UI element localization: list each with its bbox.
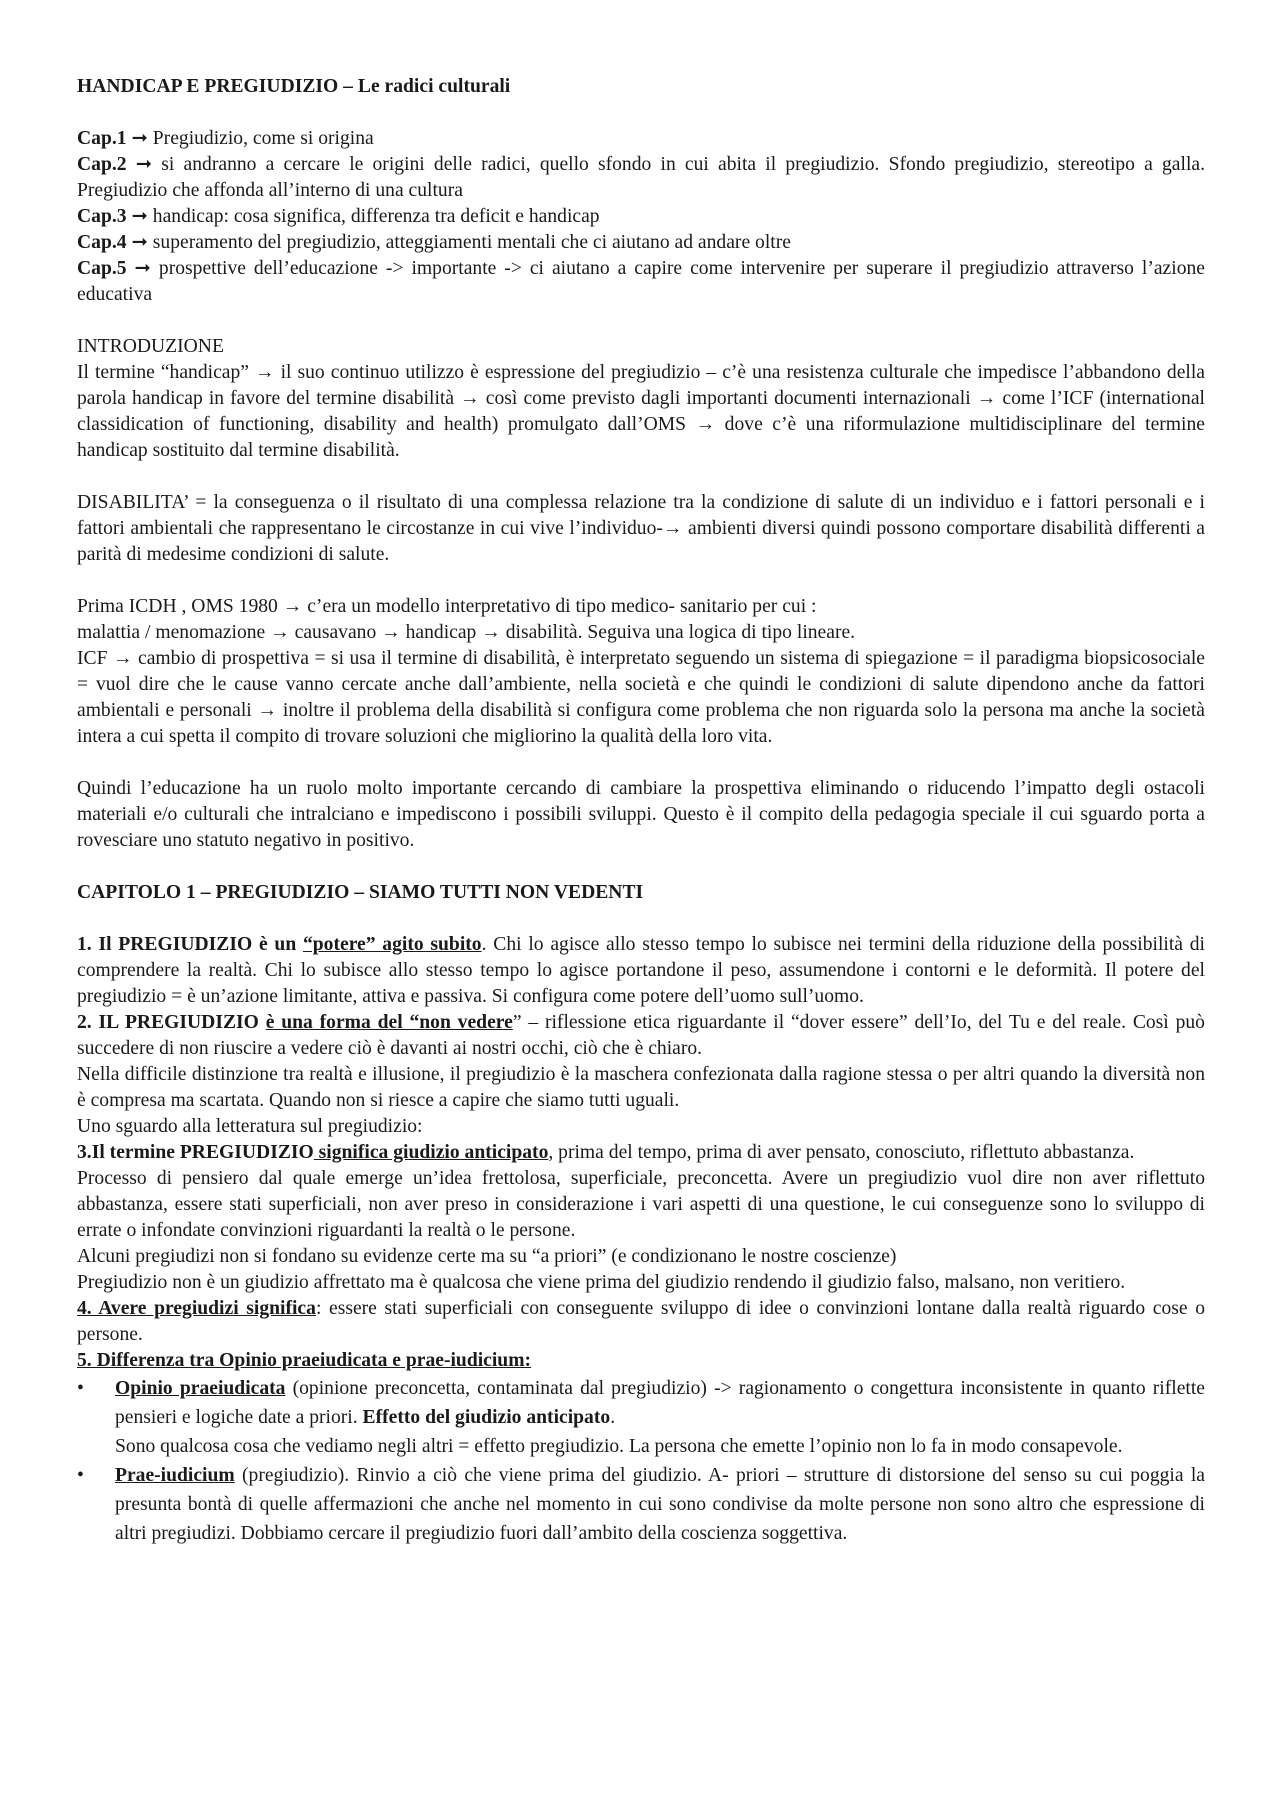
arrow-icon: ➞ [131,128,148,149]
section-3-paragraph-2: Alcuni pregiudizi non si fondano su evidenze certe ma su “a priori” (e condizionano le nostre coscienze) [77,1246,897,1267]
spacer [77,750,1205,776]
spacer [77,100,1205,126]
bullet-icon: • [77,1378,84,1399]
section-3-paragraph-1: Processo di pensiero dal quale emerge un’idea frettolosa, superficiale, preconcetta. Avere un pregiudizio vuol dire non aver riflettuto abbastanza, essere stati superficiali, non aver preso in considerazione i vari aspetti di una questione, le cui conseguenze sono lo sviluppo di errate o infondate convinzioni riguardanti la realtà o le persone. [77,1168,1205,1241]
arrow-icon: ➞ [131,232,148,253]
intro-paragraph-1: Il termine “handicap” → il suo continuo utilizzo è espressione del pregiudizio – c’è una resistenza culturale che impedisce l’abbandono della parola handicap in favore del termine disabilità → così come previsto dagli importanti documenti internazionali → come l’ICF (international classidication of functioning, disability and health) promulgato dall’OMS → dove c’è una riformulazione multidisciplinare del termine handicap sostituito dal termine disabilità. [77,362,1205,461]
bullet-icon: • [77,1465,84,1486]
list-item: • Opinio praeiudicata (opinione preconcetta, contaminata dal pregiudizio) -> ragionamento o congettura inconsistente in quanto riflette pensieri e logiche date a priori. Effetto del giudizio anticipato. Sono qualcosa cosa che vediamo negli altri = effetto pregiudizio. La persona che emette l’opinio non lo fa in modo consapevole. [77,1374,1205,1461]
disability-definition: DISABILITA’ = la conseguenza o il risultato di una complessa relazione tra la condizione di salute di un individuo e i fattori personali e i fattori ambientali che rappresentano le circostanze in cui vive l’individuo-→ ambienti diversi quindi possono comportare disabilità differenti a parità di medesime condizioni di salute. [77,492,1205,565]
document-title: HANDICAP E PREGIUDIZIO – Le radici culturali [77,76,511,97]
spacer [77,464,1205,490]
section-5-heading: 5. Differenza tra Opinio praeiudicata e prae-iudicium: [77,1350,532,1371]
list-item: • Prae-iudicium (pregiudizio). Rinvio a ciò che viene prima del giudizio. A- priori – strutture di distorsione del senso su cui poggia la presunta bontà di quelle affermazioni che anche nel momento in cui sono condivise da molte persone non sono altro che espressione di altri pregiudizi. Dobbiamo cercare il pregiudizio fuori dall’ambito della coscienza soggettiva. [77,1461,1205,1548]
chapter-line-5: Cap.5 ➞ prospettive dell’educazione -> importante -> ci aiutano a capire come intervenire per superare il pregiudizio attraverso l’azione educativa [77,258,1205,305]
arrow-icon: ➞ [135,154,153,175]
section-4: 4. Avere pregiudizi significa: essere stati superficiali con conseguente sviluppo di idee o convinzioni lontane dalla realtà riguardo cose o persone. [77,1298,1205,1345]
icdh-line: Prima ICDH , OMS 1980 → c’era un modello interpretativo di tipo medico- sanitario per cui : [77,596,817,617]
section-1: 1. Il PREGIUDIZIO è un “potere” agito subito. Chi lo agisce allo stesso tempo lo subisce nei termini della riduzione della possibilità di comprendere la realtà. Chi lo subisce allo stesso tempo lo agisce portandone il peso, assumendone i contorni e le deformità. Il potere del pregiudizio = è un’azione limitante, attiva e passiva. Si configura come potere dell’uomo sull’uomo. [77,934,1205,1007]
spacer [77,906,1205,932]
section-2: 2. IL PREGIUDIZIO è una forma del “non vedere” – riflessione etica riguardante il “dover essere” dell’Io, del Tu e del reale. Così può succedere di non riuscire a vedere ciò è davanti ai nostri occhi, ciò che è chiaro. [77,1012,1205,1059]
arrow-icon: ➞ [131,206,148,227]
chapter-line-2: Cap.2 ➞ si andranno a cercare le origini delle radici, quello sfondo in cui abita il pregiudizio. Sfondo pregiudizio, stereotipo a galla. Pregiudizio che affonda all’interno di una cultura [77,154,1205,201]
icf-paragraph: ICF → cambio di prospettiva = si usa il termine di disabilità, è interpretato seguendo un sistema di spiegazione = il paradigma biopsicosociale = vuol dire che le cause vanno cercate anche dall’ambiente, nella società e che quindi le condizioni di salute dipendono anche da fattori ambientali e personali → inoltre il problema della disabilità si configura come problema che non riguarda solo la persona ma anche la società intera a cui spetta il compito di trovare soluzioni che migliorino la qualità della loro vita. [77,648,1205,747]
bullet-list [77,1374,1205,1548]
spacer [77,308,1205,334]
section-2-paragraph: Nella difficile distinzione tra realtà e illusione, il pregiudizio è la maschera confezionata dalla ragione stessa o per altri quando la diversità non è compresa ma scartata. Quando non si riesce a capire che siamo tutti uguali. [77,1064,1205,1111]
education-paragraph: Quindi l’educazione ha un ruolo molto importante cercando di cambiare la prospettiva eliminando o riducendo l’impatto degli ostacoli materiali e/o culturali che intralciano e impediscono i possibili sviluppi. Questo è il compito della pedagogia speciale il cui sguardo porta a rovesciare uno statuto negativo in positivo. [77,778,1205,851]
chapter1-heading: CAPITOLO 1 – PREGIUDIZIO – SIAMO TUTTI NON VEDENTI [77,882,644,903]
chapter-line-3: Cap.3 ➞ handicap: cosa significa, differenza tra deficit e handicap [77,206,600,227]
arrow-icon: ➞ [134,258,151,279]
linear-model-line: malattia / menomazione → causavano → handicap → disabilità. Seguiva una logica di tipo lineare. [77,622,856,643]
section-3-paragraph-3: Pregiudizio non è un giudizio affrettato ma è qualcosa che viene prima del giudizio rendendo il giudizio falso, malsano, non veritiero. [77,1272,1126,1293]
document-page [77,74,1205,1548]
chapter-line-4: Cap.4 ➞ superamento del pregiudizio, atteggiamenti mentali che ci aiutano ad andare oltre [77,232,791,253]
literature-line: Uno sguardo alla letteratura sul pregiudizio: [77,1116,423,1137]
chapter-line-1: Cap.1 ➞ Pregiudizio, come si origina [77,128,374,149]
spacer [77,854,1205,880]
intro-heading: INTRODUZIONE [77,336,224,357]
spacer [77,568,1205,594]
section-3: 3.Il termine PREGIUDIZIO significa giudizio anticipato, prima del tempo, prima di aver pensato, conosciuto, riflettuto abbastanza. [77,1142,1135,1163]
